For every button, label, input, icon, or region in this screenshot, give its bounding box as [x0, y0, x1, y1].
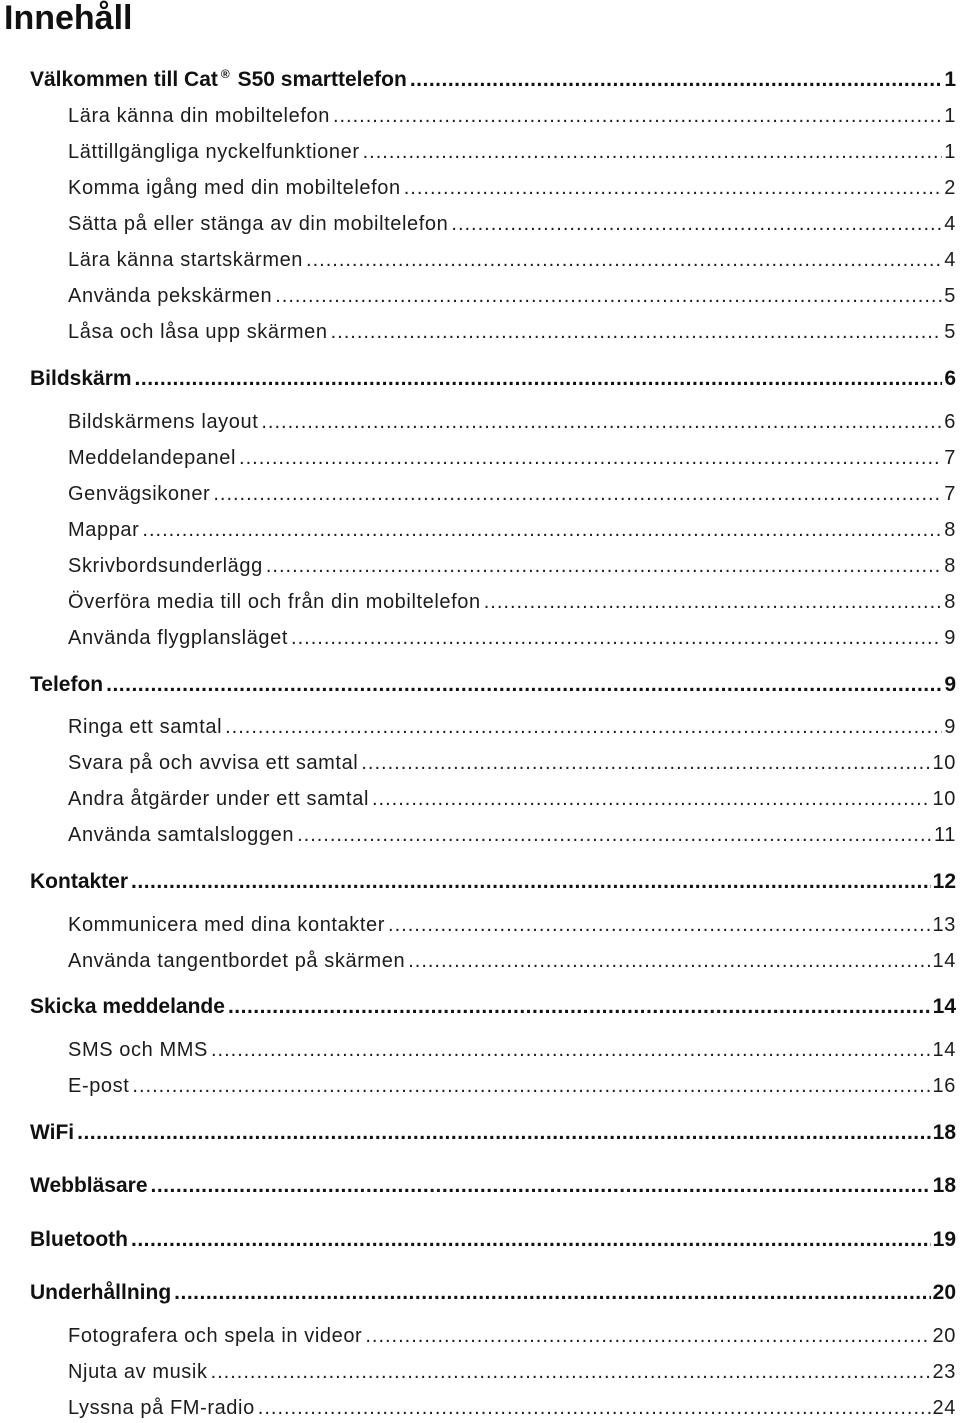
toc-entry-title — [30, 1225, 128, 1255]
toc-page-number: 7 — [944, 447, 956, 469]
toc-entry-title — [68, 515, 139, 545]
toc-entry-title — [68, 173, 401, 203]
toc-entry-title — [30, 1171, 148, 1201]
toc-entry-title — [68, 820, 294, 850]
toc-entry-title-text: Använda tangentbordet på skärmen — [68, 950, 406, 972]
toc-page-number: 9 — [944, 716, 956, 738]
dot-leader — [372, 784, 931, 814]
toc-page-number: 1 — [944, 105, 956, 127]
dot-leader — [410, 65, 943, 89]
toc-section-entry[interactable] — [68, 587, 956, 617]
toc-section-entry[interactable] — [68, 1321, 956, 1351]
toc-entry-title — [30, 992, 225, 1022]
dot-leader — [261, 407, 942, 437]
dot-leader — [408, 946, 930, 976]
dot-leader — [135, 364, 943, 394]
toc-entry-title — [68, 623, 288, 653]
toc-entry-title — [68, 209, 448, 239]
dot-leader — [363, 137, 943, 167]
toc-entry-title — [68, 748, 358, 778]
dot-leader — [142, 515, 942, 545]
toc-section-entry[interactable] — [68, 137, 956, 167]
toc-entry-title — [68, 407, 258, 437]
toc-chapter-entry[interactable] — [30, 992, 956, 1022]
toc-entry-title-text: Kontakter — [30, 870, 129, 893]
toc-page-number: 8 — [944, 555, 956, 577]
toc-section-entry[interactable] — [68, 748, 956, 778]
toc-entry-title-text: Telefon — [30, 673, 104, 696]
toc-page-number: 4 — [944, 213, 956, 235]
toc-entry-title-text: Njuta av musik — [68, 1361, 208, 1383]
toc-section-entry[interactable] — [68, 1071, 956, 1101]
toc-entry-title-text: Komma igång med din mobiltelefon — [68, 177, 401, 199]
dot-leader — [77, 1118, 931, 1148]
toc-page-number: 18 — [932, 1121, 956, 1144]
dot-leader — [331, 317, 943, 347]
toc-entry-title-text: WiFi — [30, 1121, 75, 1144]
toc-entry-title — [30, 867, 128, 897]
toc-chapter-entry[interactable] — [30, 670, 956, 700]
toc-page-number: 12 — [932, 870, 956, 893]
dot-leader — [404, 173, 943, 203]
dot-leader — [131, 867, 931, 897]
toc-entry-title-text: Ringa ett samtal — [68, 716, 223, 738]
toc-entry-title-text: Svara på och avvisa ett samtal — [68, 752, 359, 774]
dot-leader — [225, 712, 942, 742]
toc-entry-title — [30, 1278, 171, 1308]
dot-leader — [213, 479, 942, 509]
toc-page-number: 23 — [932, 1361, 956, 1383]
toc-page-number: 11 — [934, 824, 956, 846]
toc-page-number: 18 — [932, 1174, 956, 1197]
toc-section-entry[interactable] — [68, 946, 956, 976]
toc-entry-title-text: Bildskärmens layout — [68, 411, 259, 433]
toc-entry-title-text: Använda flygplansläget — [68, 627, 289, 649]
toc-section-entry[interactable] — [68, 443, 956, 473]
dot-leader — [211, 1357, 931, 1387]
toc-section-entry[interactable] — [68, 317, 956, 347]
toc-entry-title-text: Underhållning — [30, 1281, 172, 1304]
dot-leader — [132, 1071, 930, 1101]
toc-section-entry[interactable] — [68, 515, 956, 545]
dot-leader — [131, 1225, 931, 1255]
toc-section-entry[interactable] — [68, 407, 956, 437]
toc-section-entry[interactable] — [68, 281, 956, 311]
dot-leader — [365, 1321, 930, 1351]
toc-page-number: 1 — [944, 141, 956, 163]
toc-page-number: 6 — [944, 367, 956, 390]
toc-entry-title-text: Bluetooth — [30, 1228, 128, 1251]
toc-entry-title-text: Mappar — [68, 519, 140, 541]
toc-section-entry[interactable] — [68, 1393, 956, 1423]
toc-entry-title-text: Välkommen till Cat — [30, 68, 218, 89]
toc-entry-title — [30, 670, 103, 700]
toc-page-number: 14 — [932, 950, 956, 972]
toc-entry-title-text: Överföra media till och från din mobiltelefon — [68, 591, 481, 613]
toc-entry-title-text: E-post — [68, 1075, 130, 1097]
toc-page-number: 10 — [932, 752, 956, 774]
toc-page-number: 9 — [944, 673, 956, 696]
toc-entry-title-text: Använda samtalsloggen — [68, 824, 295, 846]
toc-chapter-entry[interactable] — [30, 1225, 956, 1255]
toc-entry-title — [68, 479, 210, 509]
toc-page-number: 2 — [944, 177, 956, 199]
toc-page-number: 13 — [932, 914, 956, 936]
dot-leader — [228, 992, 931, 1022]
toc-section-entry[interactable] — [68, 173, 956, 203]
toc-page-number: 14 — [932, 995, 956, 1018]
toc-section-entry[interactable] — [68, 1357, 956, 1387]
toc-page-number: 5 — [944, 321, 956, 343]
toc-entry-title-text: Lära känna din mobiltelefon — [68, 105, 330, 127]
toc-entry-title-text: Skicka meddelande — [30, 995, 225, 1018]
toc-page-number: 5 — [944, 285, 956, 307]
toc-section-entry[interactable] — [68, 712, 956, 742]
dot-leader — [306, 245, 942, 275]
toc-page-number: 7 — [944, 483, 956, 505]
toc-entry-title — [30, 59, 407, 89]
toc-section-entry[interactable] — [68, 1035, 956, 1065]
toc-entry-title — [68, 784, 369, 814]
toc-entry-title — [68, 1357, 208, 1387]
toc-section-entry[interactable] — [68, 551, 956, 581]
toc-entry-title — [68, 946, 405, 976]
toc-page-number: 4 — [944, 249, 956, 271]
toc-entry-title-tail: S50 smarttelefon — [231, 68, 407, 89]
dot-leader — [361, 748, 930, 778]
dot-leader — [484, 587, 943, 617]
toc-entry-title-text: Lättillgängliga nyckelfunktioner — [68, 141, 360, 163]
toc-entry-title-text: Genvägsikoner — [68, 483, 211, 505]
toc-section-entry[interactable] — [68, 209, 956, 239]
toc-page-number: 9 — [944, 627, 956, 649]
toc-page-number: 6 — [944, 411, 956, 433]
registered-trademark-mark: ® — [220, 67, 230, 81]
toc-entry-title-text: Sätta på eller stänga av din mobiltelefon — [68, 213, 449, 235]
toc-entry-title — [68, 245, 303, 275]
toc-chapter-entry[interactable] — [30, 1278, 956, 1308]
dot-leader — [239, 443, 942, 473]
toc-page-number: 1 — [944, 68, 956, 89]
toc-entry-title-text: Kommunicera med dina kontakter — [68, 914, 386, 936]
toc-entry-title-text: SMS och MMS — [68, 1039, 208, 1061]
dot-leader — [211, 1035, 931, 1065]
toc-page-number: 8 — [944, 519, 956, 541]
toc-entry-title — [68, 281, 272, 311]
toc-page-number: 8 — [944, 591, 956, 613]
toc-entry-title — [68, 1321, 362, 1351]
toc-page-number: 24 — [932, 1397, 956, 1419]
toc-chapter-entry[interactable] — [30, 364, 956, 394]
toc-section-entry[interactable] — [68, 820, 956, 850]
toc-page-number: 10 — [932, 788, 956, 810]
toc-entry-title — [68, 317, 328, 347]
toc-entry-title-text: Skrivbordsunderlägg — [68, 555, 263, 577]
toc-entry-title-text: Använda pekskärmen — [68, 285, 273, 307]
toc-entry-title — [68, 1393, 255, 1423]
toc-entry-title-text: Lyssna på FM-radio — [68, 1397, 255, 1419]
toc-section-entry[interactable] — [68, 784, 956, 814]
toc-entry-title — [68, 1035, 208, 1065]
dot-leader — [275, 281, 942, 311]
toc-section-entry[interactable] — [68, 101, 956, 131]
toc-section-entry[interactable] — [68, 479, 956, 509]
toc-entry-title — [30, 364, 132, 394]
toc-page-number: 16 — [932, 1075, 956, 1097]
toc-entry-title — [68, 1071, 129, 1101]
toc-page-number: 14 — [932, 1039, 956, 1061]
dot-leader — [266, 551, 942, 581]
toc-entry-title — [68, 910, 385, 940]
toc-section-entry[interactable] — [68, 623, 956, 653]
dot-leader — [297, 820, 932, 850]
toc-entry-title — [30, 1118, 74, 1148]
dot-leader — [151, 1171, 931, 1201]
toc-chapter-entry[interactable] — [30, 867, 956, 897]
toc-entry-title — [68, 443, 236, 473]
toc-entry-title — [68, 712, 222, 742]
toc-chapter-entry[interactable] — [30, 1171, 956, 1201]
dot-leader — [174, 1278, 930, 1308]
toc-chapter-entry[interactable] — [30, 59, 956, 89]
dot-leader — [451, 209, 942, 239]
toc-entry-title-text: Bildskärm — [30, 367, 132, 390]
dot-leader — [388, 910, 931, 940]
dot-leader — [291, 623, 942, 653]
toc-section-entry[interactable] — [68, 245, 956, 275]
toc-section-entry[interactable] — [68, 910, 956, 940]
toc-entry-title-text: Låsa och låsa upp skärmen — [68, 321, 328, 343]
dot-leader — [258, 1393, 931, 1423]
toc-page-number: 20 — [932, 1281, 956, 1304]
toc-chapter-entry[interactable] — [30, 1118, 956, 1148]
toc-entry-title-text: Meddelandepanel — [68, 447, 237, 469]
toc-entry-title-text: Fotografera och spela in videor — [68, 1325, 363, 1347]
toc-entry-title-text: Andra åtgärder under ett samtal — [68, 788, 369, 810]
toc-entry-title — [68, 587, 481, 617]
toc-page-number: 20 — [932, 1325, 956, 1347]
toc-entry-title-text: Lära känna startskärmen — [68, 249, 304, 271]
toc-entry-title — [68, 551, 263, 581]
toc-page-number: 19 — [932, 1228, 956, 1251]
dot-leader — [333, 101, 942, 131]
page-title: Innehåll — [4, 0, 133, 37]
toc-entry-title — [68, 137, 360, 167]
dot-leader — [106, 670, 942, 700]
toc-entry-title-text: Webbläsare — [30, 1174, 148, 1197]
toc-entry-title — [68, 101, 330, 131]
